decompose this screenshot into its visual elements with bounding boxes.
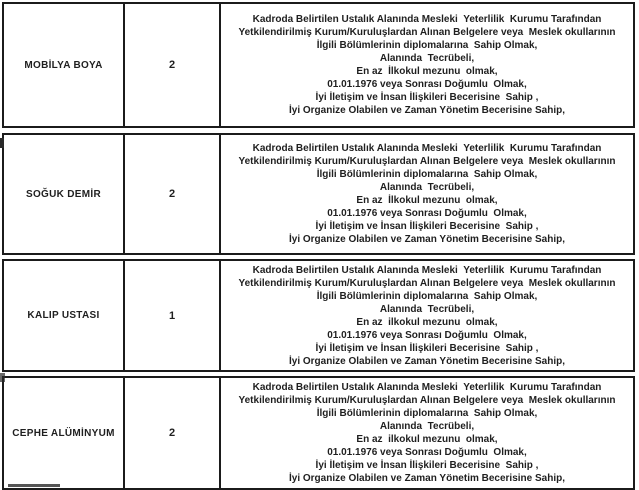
- requirements-cell: [221, 4, 633, 126]
- scan-artifact: [0, 373, 5, 382]
- requirement-line: 01.01.1976 veya Sonrası Doğumlu Olmak,: [327, 329, 527, 341]
- requirement-line: İyi İletişim ve İnsan İlişkileri Becerisine Sahip ,: [315, 460, 539, 471]
- requirements-cell: [221, 261, 633, 370]
- job-title: CEPHE ALÜMİNYUM: [12, 427, 115, 439]
- requirement-line: En az İlkokul mezunu olmak,: [356, 66, 498, 77]
- job-title-cell: [4, 261, 125, 370]
- job-title-cell: [4, 4, 125, 126]
- requirement-line: En az ilkokul mezunu olmak,: [356, 434, 498, 445]
- requirement-line: Yetkilendirilmiş Kurum/Kuruluşlardan Alınan Belgelere veya Meslek okullarının: [238, 156, 616, 167]
- requirement-line: Yetkilendirilmiş Kurum/Kuruluşlardan Alınan Belgelere veya Meslek okullarının: [238, 395, 616, 406]
- scan-artifact: [0, 138, 4, 148]
- table-row: [2, 376, 635, 490]
- requirement-line: İlgili Bölümlerinin diplomalarına Sahip Olmak,: [316, 290, 538, 302]
- requirement-line: 01.01.1976 veya Sonrası Doğumlu Olmak,: [327, 208, 527, 219]
- requirement-line: İyi İletişim ve İnsan İlişkileri Becerisine Sahip ,: [315, 342, 539, 354]
- requirement-line: Kadroda Belirtilen Ustalık Alanında Mesleki Yeterlilik Kurumu Tarafından: [252, 382, 602, 393]
- job-title: MOBİLYA BOYA: [24, 59, 103, 71]
- requirement-line: İyi İletişim ve İnsan İlişkileri Becerisine Sahip ,: [315, 92, 539, 103]
- requirement-line: İlgili Bölümlerinin diplomalarına Sahip Olmak,: [316, 408, 538, 419]
- table-row: [2, 2, 635, 128]
- table-row: [2, 259, 635, 372]
- requirements-cell: [221, 378, 633, 488]
- requirements-cell: [221, 135, 633, 253]
- requirement-line: Alanında Tecrübeli,: [379, 421, 475, 432]
- requirement-line: Kadroda Belirtilen Ustalık Alanında Mesleki Yeterlilik Kurumu Tarafından: [252, 264, 602, 276]
- quota-cell: [125, 261, 221, 370]
- job-title: KALIP USTASI: [27, 310, 100, 321]
- quota-cell: [125, 4, 221, 126]
- requirement-line: Yetkilendirilmiş Kurum/Kuruluşlardan Alınan Belgelere veya Meslek okullarının: [238, 277, 616, 289]
- requirement-line: İyi Organize Olabilen ve Zaman Yönetim Becerisine Sahip,: [288, 234, 566, 245]
- requirement-line: En az İlkokul mezunu olmak,: [356, 195, 498, 206]
- quota-value: 2: [168, 188, 176, 200]
- requirement-line: Alanında Tecrübeli,: [379, 303, 475, 315]
- requirement-line: İyi Organize Olabilen ve Zaman Yönetim Becerisine Sahip,: [288, 473, 566, 484]
- requirement-line: İlgili Bölümlerinin diplomalarına Sahip Olmak,: [316, 40, 538, 51]
- quota-cell: [125, 135, 221, 253]
- requirement-line: En az ilkokul mezunu olmak,: [356, 316, 498, 328]
- requirement-line: Kadroda Belirtilen Ustalık Alanında Mesleki Yeterlilik Kurumu Tarafından: [252, 14, 602, 25]
- quota-value: 2: [168, 59, 176, 71]
- quota-value: 2: [168, 427, 176, 439]
- quota-value: 1: [168, 309, 176, 322]
- scan-artifact: [8, 484, 60, 487]
- job-title-cell: [4, 135, 125, 253]
- requirement-line: Yetkilendirilmiş Kurum/Kuruluşlardan Alınan Belgelere veya Meslek okullarının: [238, 27, 616, 38]
- requirement-line: 01.01.1976 veya Sonrası Doğumlu Olmak,: [327, 79, 527, 90]
- scanned-job-posting-table: [2, 2, 635, 490]
- requirement-line: İyi Organize Olabilen ve Zaman Yönetim Becerisine Sahip,: [288, 355, 566, 367]
- job-title: SOĞUK DEMİR: [26, 188, 101, 200]
- requirement-line: İyi İletişim ve İnsan İlişkileri Becerisine Sahip ,: [315, 221, 539, 232]
- requirement-line: Alanında Tecrübeli,: [379, 182, 475, 193]
- requirement-line: Alanında Tecrübeli,: [379, 53, 475, 64]
- requirement-line: İyi Organize Olabilen ve Zaman Yönetim Becerisine Sahip,: [288, 105, 566, 116]
- job-title-cell: [4, 378, 125, 488]
- requirement-line: 01.01.1976 veya Sonrası Doğumlu Olmak,: [327, 447, 527, 458]
- requirement-line: Kadroda Belirtilen Ustalık Alanında Mesleki Yeterlilik Kurumu Tarafından: [252, 143, 602, 154]
- requirement-line: İlgili Bölümlerinin diplomalarına Sahip Olmak,: [316, 169, 538, 180]
- quota-cell: [125, 378, 221, 488]
- table-row: [2, 133, 635, 255]
